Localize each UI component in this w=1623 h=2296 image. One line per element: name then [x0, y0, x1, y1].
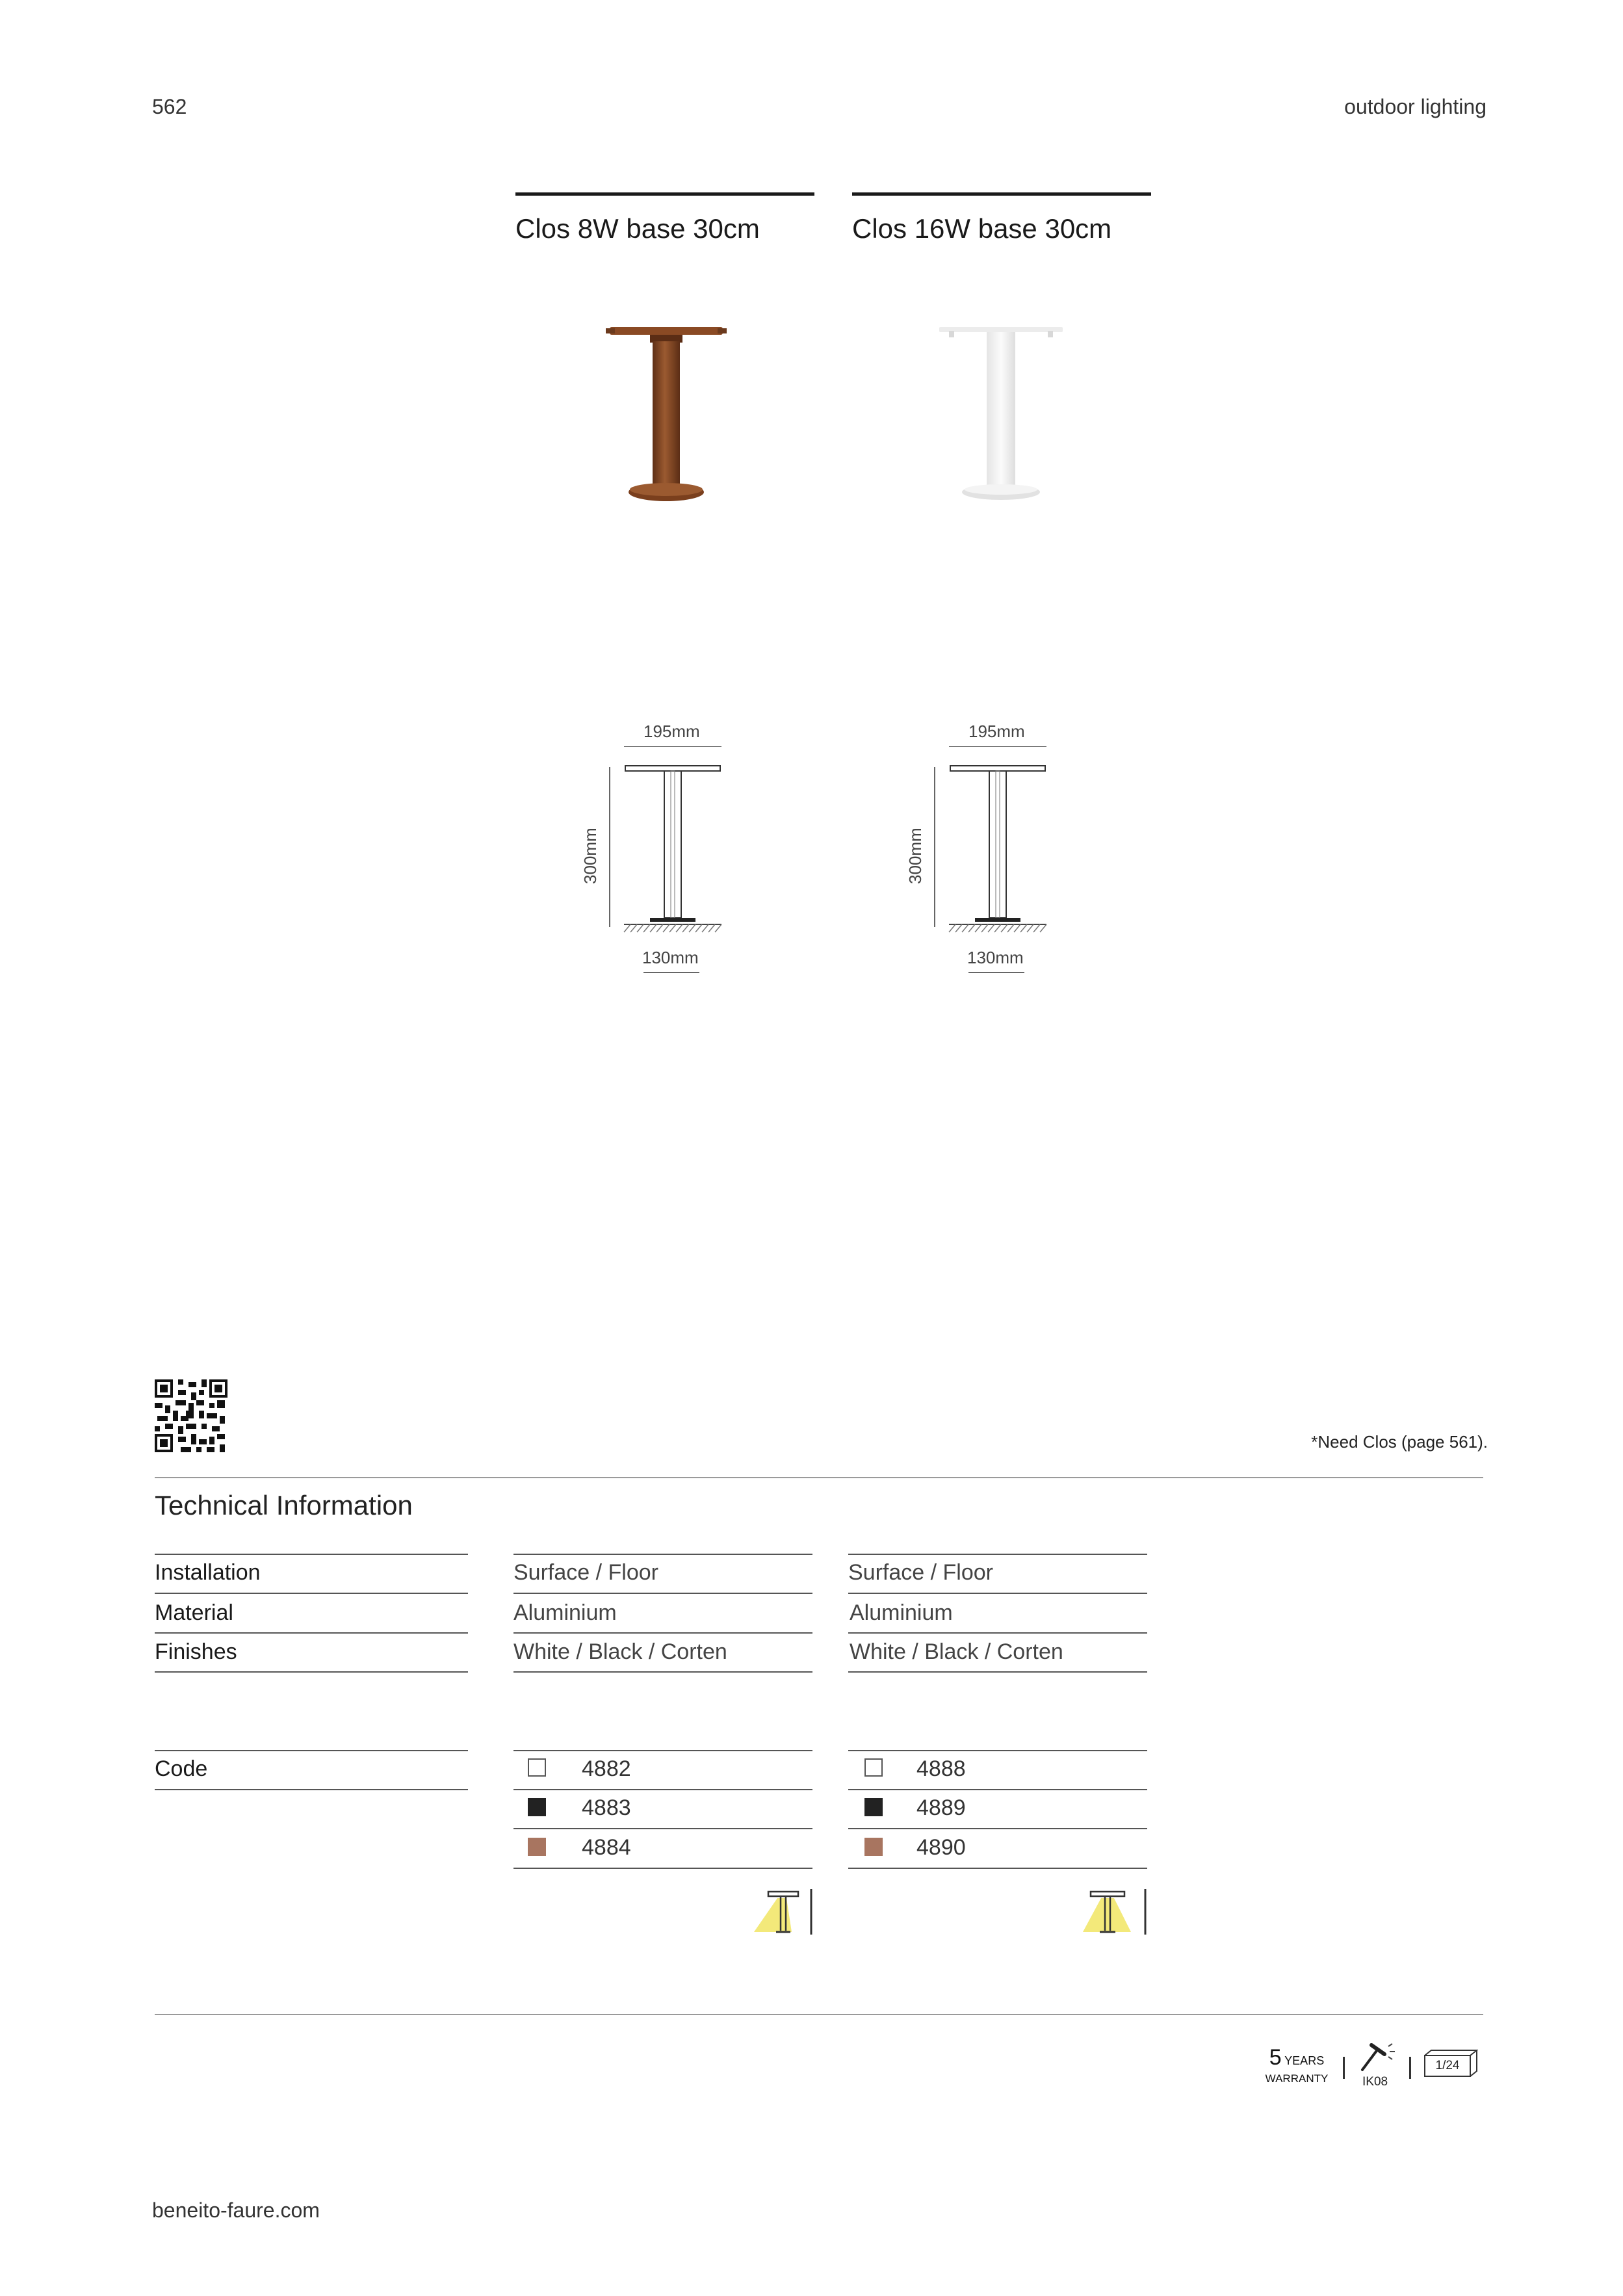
- spec-rule: [513, 1671, 812, 1673]
- product-1-code-corten: 4884: [582, 1835, 631, 1860]
- impact-hammer-icon: [1358, 2042, 1397, 2074]
- badge-divider: [1343, 2057, 1345, 2079]
- packaging-qty: 1/24: [1435, 2059, 1460, 2072]
- code-rule: [848, 1789, 1147, 1790]
- spec-rule: [513, 1632, 812, 1634]
- warranty-number: 5: [1269, 2045, 1282, 2070]
- code-rule: [513, 1789, 812, 1790]
- footer-website[interactable]: beneito-faure.com: [152, 2198, 320, 2222]
- label-rule: [155, 1632, 468, 1634]
- label-installation: Installation: [155, 1560, 261, 1585]
- swatch-white: [864, 1758, 883, 1777]
- spec-rule: [848, 1632, 1147, 1634]
- product-2-material: Aluminium: [850, 1600, 953, 1625]
- product-2-dimension-drawing: [929, 746, 1053, 980]
- packaging-box-icon: [1423, 2048, 1478, 2079]
- swatch-black: [864, 1798, 883, 1816]
- product-2-code-black: 4889: [916, 1795, 966, 1820]
- technical-title: Technical Information: [155, 1490, 413, 1520]
- product-2-top-width-dim: 195mm: [968, 722, 1025, 741]
- product-1-top-width-dim: 195mm: [643, 722, 700, 741]
- label-material: Material: [155, 1600, 233, 1625]
- spec-rule: [513, 1554, 812, 1555]
- product-1-height-dim: 300mm: [580, 828, 600, 884]
- product-1-photo: [604, 322, 728, 510]
- code-rule: [848, 1750, 1147, 1751]
- label-rule: [155, 1789, 468, 1790]
- label-rule: [155, 1671, 468, 1673]
- section-title: outdoor lighting: [1344, 95, 1487, 118]
- spec-rule: [848, 1671, 1147, 1673]
- technical-top-rule: [155, 1477, 1483, 1478]
- code-rule: [513, 1868, 812, 1869]
- swatch-corten: [528, 1838, 546, 1856]
- spec-rule: [848, 1593, 1147, 1594]
- label-code: Code: [155, 1756, 208, 1781]
- product-1-dimension-drawing: [604, 746, 728, 980]
- product-1-finishes: White / Black / Corten: [513, 1639, 727, 1664]
- note-text: *Need Clos (page 561).: [1311, 1432, 1488, 1452]
- label-rule: [155, 1750, 468, 1751]
- product-1-code-white: 4882: [582, 1756, 631, 1781]
- label-finishes: Finishes: [155, 1639, 237, 1664]
- swatch-corten: [864, 1838, 883, 1856]
- product-1-installation: Surface / Floor: [513, 1560, 658, 1585]
- product-1-base-width-dim: 130mm: [642, 948, 699, 967]
- product-2-height-dim: 300mm: [905, 828, 925, 884]
- code-rule: [848, 1868, 1147, 1869]
- product-1-title: Clos 8W base 30cm: [515, 213, 760, 244]
- technical-bottom-rule: [155, 2014, 1483, 2015]
- qr-code-icon[interactable]: [155, 1379, 227, 1452]
- product-1-material: Aluminium: [513, 1600, 617, 1625]
- light-beam-icon: [1074, 1889, 1149, 1935]
- page-number: 562: [152, 95, 187, 118]
- label-rule: [155, 1593, 468, 1594]
- product-2-base-width-dim: 130mm: [967, 948, 1024, 967]
- product-2-installation: Surface / Floor: [848, 1560, 993, 1585]
- product-2-title: Clos 16W base 30cm: [852, 213, 1112, 244]
- code-rule: [513, 1828, 812, 1829]
- ik-rating: IK08: [1362, 2075, 1388, 2089]
- warranty-label: WARRANTY: [1265, 2072, 1329, 2085]
- product-2-finishes: White / Black / Corten: [850, 1639, 1063, 1664]
- spec-rule: [848, 1554, 1147, 1555]
- code-rule: [848, 1828, 1147, 1829]
- warranty-years: YEARS: [1284, 2054, 1325, 2067]
- swatch-black: [528, 1798, 546, 1816]
- swatch-white: [528, 1758, 546, 1777]
- product-2-photo: [936, 322, 1066, 510]
- product-2-code-corten: 4890: [916, 1835, 966, 1860]
- code-rule: [513, 1750, 812, 1751]
- spec-rule: [513, 1593, 812, 1594]
- product-1-code-black: 4883: [582, 1795, 631, 1820]
- light-beam-icon: [753, 1889, 815, 1935]
- product-1-title-rule: [515, 192, 814, 196]
- label-rule: [155, 1554, 468, 1555]
- warranty-badge: [1264, 2046, 1329, 2085]
- product-2-code-white: 4888: [916, 1756, 966, 1781]
- product-2-title-rule: [852, 192, 1151, 196]
- badge-divider: [1409, 2057, 1411, 2079]
